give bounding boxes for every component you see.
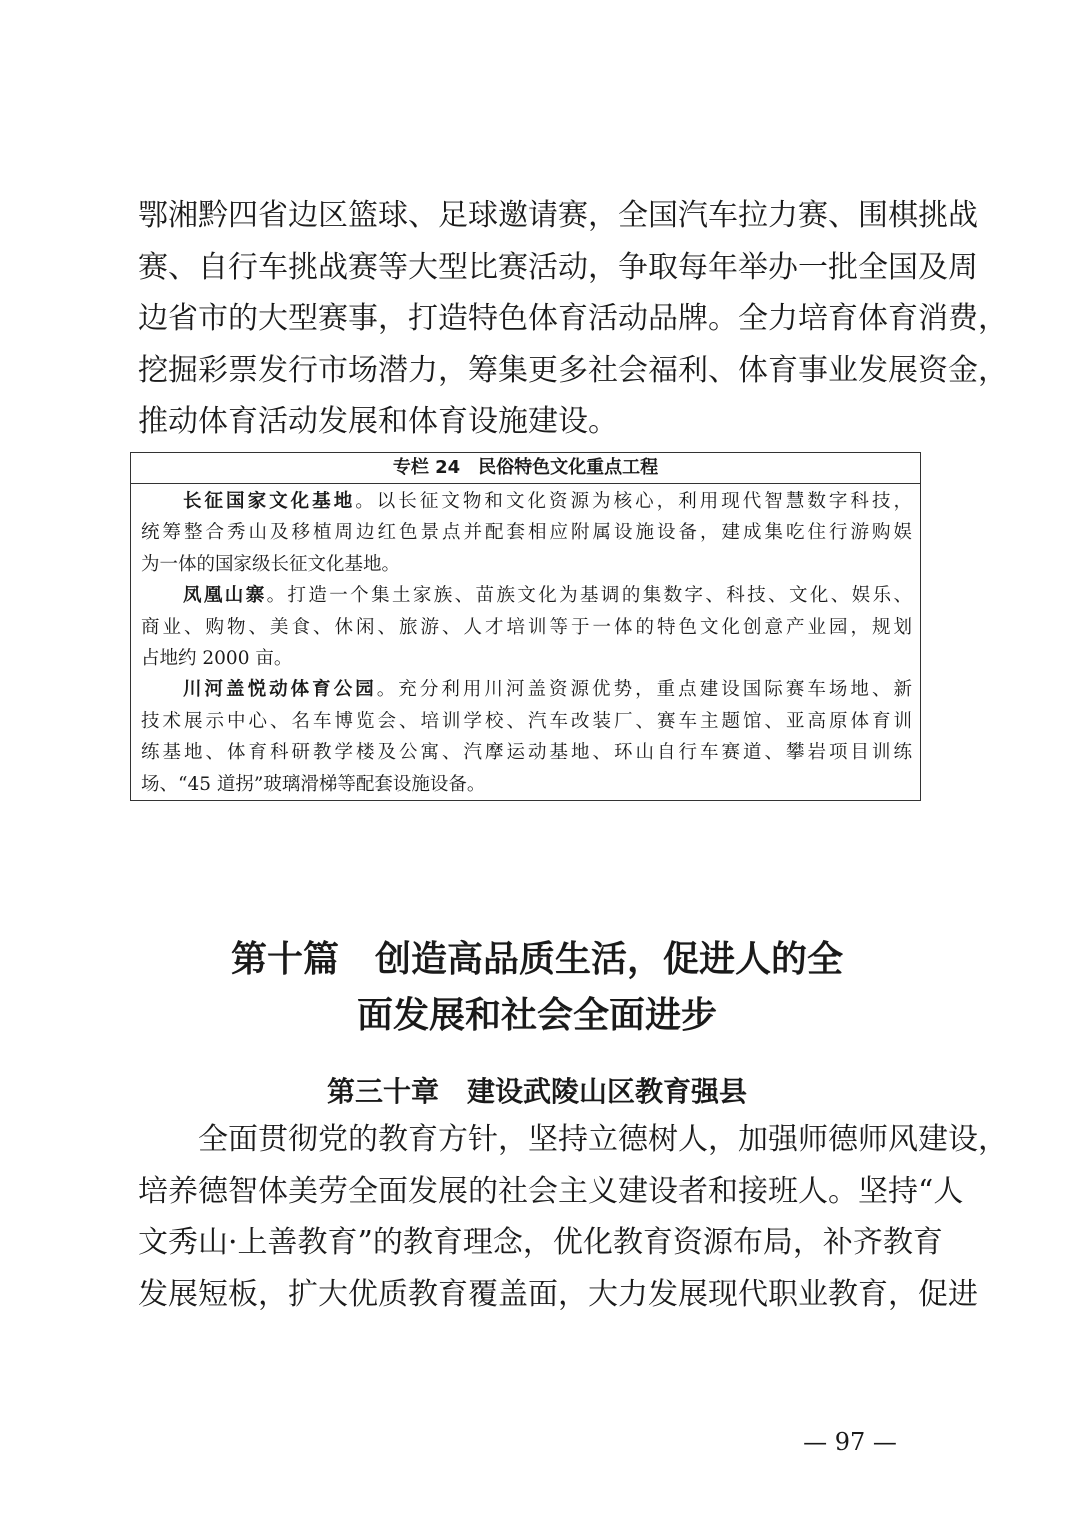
- paragraph-line: 推动体育活动发展和体育设施建设。: [138, 404, 618, 439]
- box-item-line: 技术展示中心、名车博览会、培训学校、汽车改装厂、赛车主题馆、亚高原体育训: [141, 710, 912, 732]
- part-title: [0, 932, 1074, 1044]
- chapter-title: 第三十章 建设武陵山区教育强县: [326, 1075, 747, 1108]
- box-item-term: 长征国家文化基地: [183, 491, 356, 512]
- paragraph-line: 培养德智体美劳全面发展的社会主义建设者和接班人。坚持“人: [138, 1173, 964, 1209]
- box-item-line: 商业、购物、美食、休闲、旅游、人才培训等于一体的特色文化创意产业园，规划: [141, 616, 912, 638]
- box-item-term: 凤凰山寨: [183, 585, 267, 607]
- box-item-text: 。打造一个集土家族、苗族文化为基调的集数字、科技、文化、娱乐、: [266, 585, 912, 607]
- paragraph-line: 发展短板，扩大优质教育覆盖面，大力发展现代职业教育，促进: [138, 1276, 978, 1312]
- box-item-term: 川河盖悦动体育公园: [183, 679, 377, 701]
- column-box-title: 专栏 24 民俗特色文化重点工程: [131, 453, 920, 484]
- paragraph-line: 文秀山·上善教育”的教育理念，优化教育资源布局，补齐教育: [138, 1225, 943, 1260]
- paragraph-line: 赛、自行车挑战赛等大型比赛活动，争取每年举办一批全国及周: [138, 249, 978, 285]
- bottom-paragraph: [138, 1114, 1008, 1320]
- column-box-body: [131, 484, 920, 800]
- box-item-line: 占地约 2000 亩。: [141, 647, 293, 669]
- paragraph-line: 全面贯彻党的教育方针，坚持立德树人，加强师德师风建设，: [198, 1122, 1008, 1157]
- box-item-first-line: [141, 486, 912, 517]
- box-item-first-line: [141, 580, 912, 611]
- box-item-line: 场、“45 道拐”玻璃滑梯等配套设施设备。: [141, 773, 486, 795]
- box-item-first-line: [141, 674, 912, 705]
- part-title-line-2: 面发展和社会全面进步: [356, 995, 717, 1036]
- paragraph-line: 边省市的大型赛事，打造特色体育活动品牌。全力培育体育消费，: [138, 301, 1008, 336]
- paragraph-line: 鄂湘黔四省边区篮球、足球邀请赛，全国汽车拉力赛、围棋挑战: [138, 198, 978, 233]
- top-paragraph: [138, 190, 1008, 448]
- box-item-line: 为一体的国家级长征文化基地。: [141, 553, 401, 575]
- paragraph-line: 挖掘彩票发行市场潜力，筹集更多社会福利、体育事业发展资金，: [138, 352, 1008, 388]
- box-item-line: 统筹整合秀山及移植周边红色景点并配套相应附属设施设备，建成集吃住行游购娱: [141, 522, 912, 544]
- box-item-text: 。以长征文物和文化资源为核心，利用现代智慧数字科技，: [355, 491, 912, 512]
- part-title-line-1: 第十篇 创造高品质生活，促进人的全: [230, 939, 843, 980]
- page-number: — 97 —: [803, 1428, 897, 1456]
- box-item-text: 。充分利用川河盖资源优势，重点建设国际赛车场地、新: [376, 679, 912, 701]
- box-item-line: 练基地、体育科研教学楼及公寓、汽摩运动基地、环山自行车赛道、攀岩项目训练: [141, 742, 912, 764]
- column-box: [130, 452, 921, 801]
